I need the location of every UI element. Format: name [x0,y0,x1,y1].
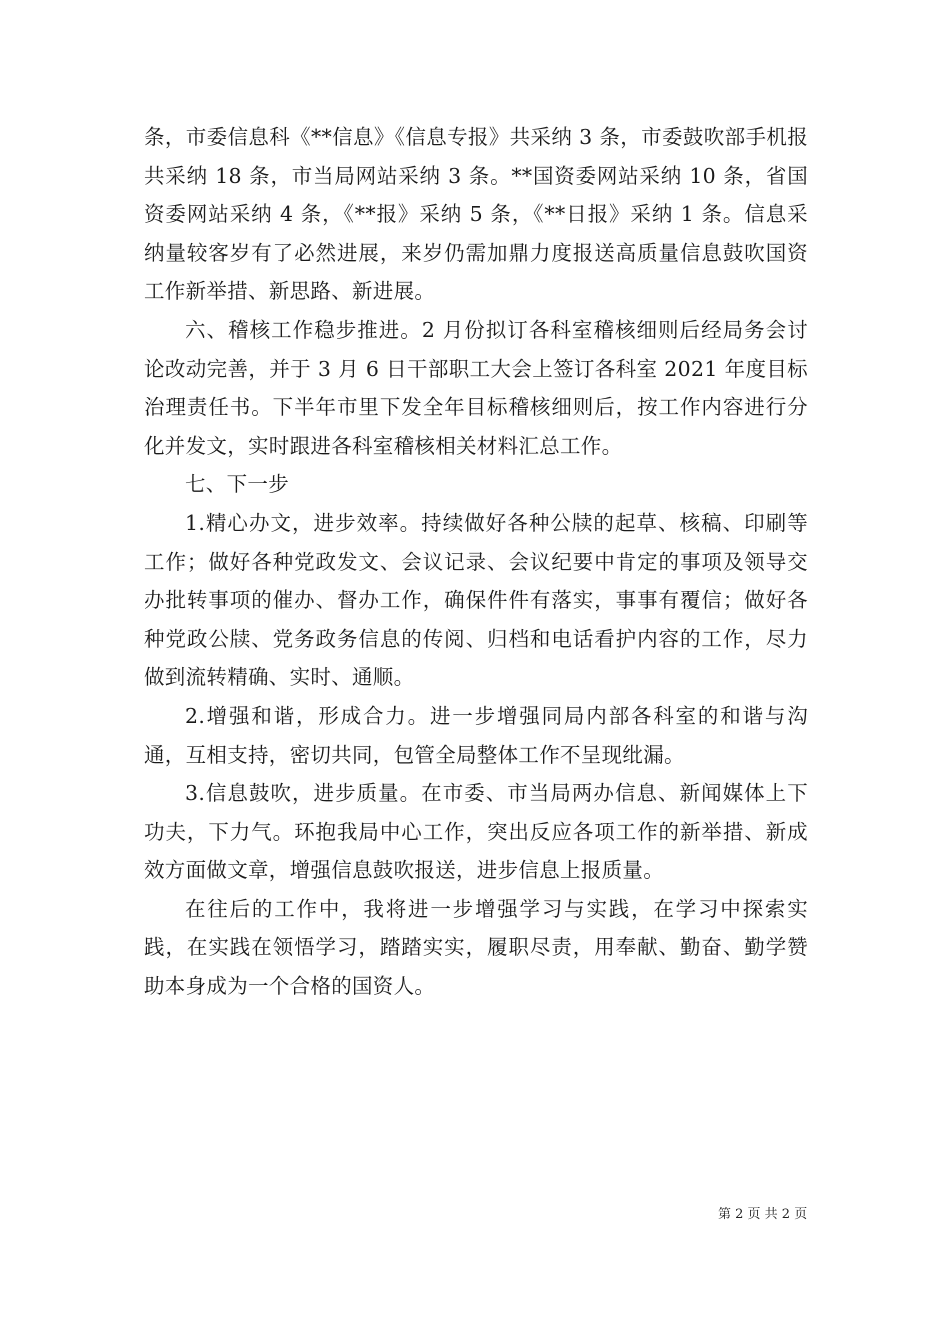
paragraph-info-adoption: 条，市委信息科《**信息》《信息专报》共采纳 3 条，市委鼓吹部手机报共采纳 18 条，市当局网站采纳 3 条。**国资委网站采纳 10 条，省国资委网站采纳 4 条，《**报》采纳 5 条，《**日报》采纳 1 条。信息采纳量较客岁有了必然进展，来岁仍需加鼎力度报送高质量信息鼓吹国资工作新举措、新思路、新进展。 [144,125,808,304]
document-body [144,118,808,1006]
section-heading-next-steps: 七、下一步 [185,472,289,497]
paragraph-item-2: 2.增强和谐，形成合力。进一步增强同局内部各科室的和谐与沟通，互相支持，密切共同，包管全局整体工作不呈现纰漏。 [144,703,808,767]
page-number-footer: 第 2 页 共 2 页 [718,1207,808,1222]
paragraph-item-3: 3.信息鼓吹，进步质量。在市委、市当局两办信息、新闻媒体上下功夫，下力气。环抱我局中心工作，突出反应各项工作的新举措、新成效方面做文章，增强信息鼓吹报送，进步信息上报质量。 [144,781,808,883]
paragraph-closing: 在往后的工作中，我将进一步增强学习与实践，在学习中探索实践，在实践在领悟学习，踏踏实实，履职尽责，用奉献、勤奋、勤学赞助本身成为一个合格的国资人。 [144,896,808,999]
paragraph-audit-work: 六、稽核工作稳步推进。2 月份拟订各科室稽核细则后经局务会讨论改动完善，并于 3 月 6 日干部职工大会上签订各科室 2021 年度目标治理责任书。下半年市里下发全年目标稽核细则后，按工作内容进行分化并发文，实时跟进各科室稽核相关材料汇总工作。 [144,317,808,458]
paragraph-item-1: 1.精心办文，进步效率。持续做好各种公牍的起草、核稿、印刷等工作；做好各种党政发文、会议记录、会议纪要中肯定的事项及领导交办批转事项的催办、督办工作，确保件件有落实，事事有覆信；做好各种党政公牍、党务政务信息的传阅、归档和电话看护内容的工作，尽力做到流转精确、实时、通顺。 [144,510,808,690]
